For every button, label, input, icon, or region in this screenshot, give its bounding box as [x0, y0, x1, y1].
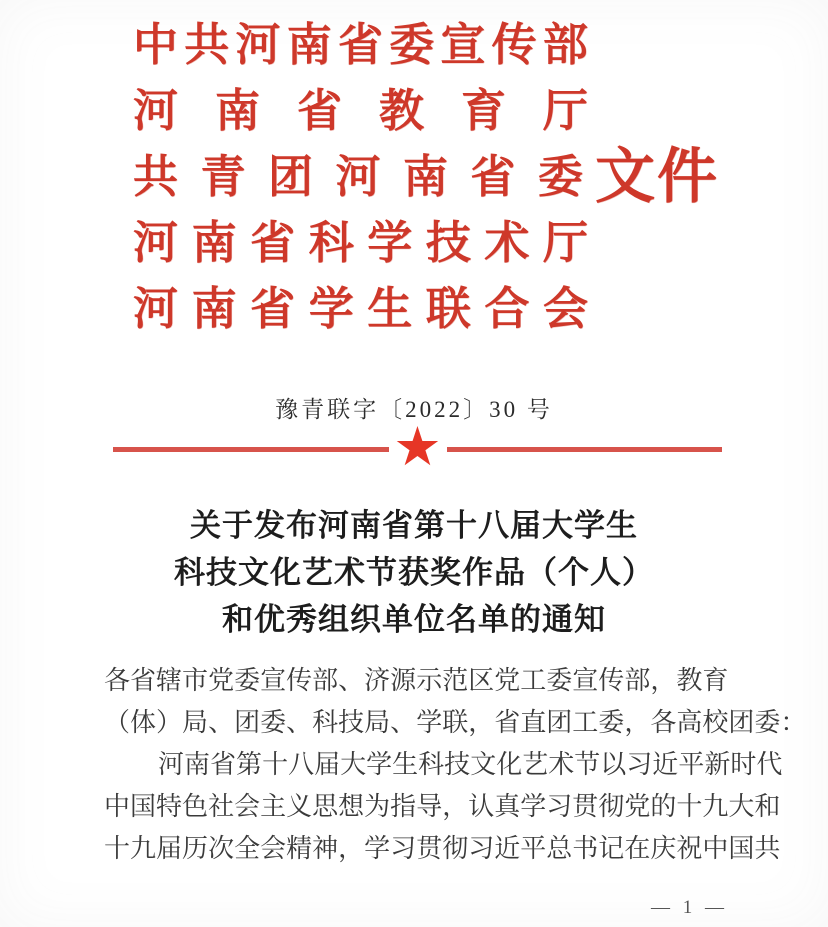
body-line: （ 体 ） 局 、 团 委 、 科 技 局 、 学 联 ， 省 直 团 工 委 ， 各 高 校 团 委 ：	[104, 708, 807, 737]
body-text	[104, 660, 807, 870]
body-line: 十 九 届 历 次 全 会 精 神 ， 学 习 贯 彻 习 近 平 总 书 记 在 庆 祝 中 国 共	[104, 834, 781, 863]
title-line-2: 科技文化艺术节获奖作品（个人）	[174, 555, 654, 590]
divider-line-left	[113, 447, 389, 452]
title-line-3: 和优秀组织单位名单的通知	[222, 602, 606, 637]
letterhead	[133, 12, 733, 342]
divider-line-right	[447, 447, 723, 452]
agency-line-1: 中 共 河 南 省 委 宣 传 部	[133, 19, 588, 70]
document-number: 豫青联字〔2022〕30 号	[275, 397, 553, 422]
agency-line-2: 河 南 省 教 育 厅	[133, 85, 588, 136]
file-type-label: 文件	[595, 144, 719, 210]
agency-line-3: 共 青 团 河 南 省 委	[133, 151, 583, 202]
agency-line-4: 河 南 省 科 学 技 术 厅	[133, 217, 588, 268]
page-number: — 1 —	[651, 897, 728, 918]
agency-line-5: 河 南 省 学 生 联 合 会	[133, 283, 588, 334]
red-star-icon: ★	[393, 417, 442, 477]
title-line-1: 关于发布河南省第十八届大学生	[190, 508, 638, 543]
body-line: 中 国 特 色 社 会 主 义 思 想 为 指 导 ， 认 真 学 习 贯 彻 党 的 十 九 大 和	[104, 792, 781, 821]
notice-title	[0, 502, 828, 643]
body-line: 河 南 省 第 十 八 届 大 学 生 科 技 文 化 艺 术 节 以 习 近 平 新 时 代	[158, 750, 783, 779]
star-divider	[113, 417, 722, 477]
agency-line-3-row	[133, 144, 733, 210]
body-line: 各 省 辖 市 党 委 宣 传 部 、 济 源 示 范 区 党 工 委 宣 传 部 ， 教 育	[104, 666, 729, 695]
